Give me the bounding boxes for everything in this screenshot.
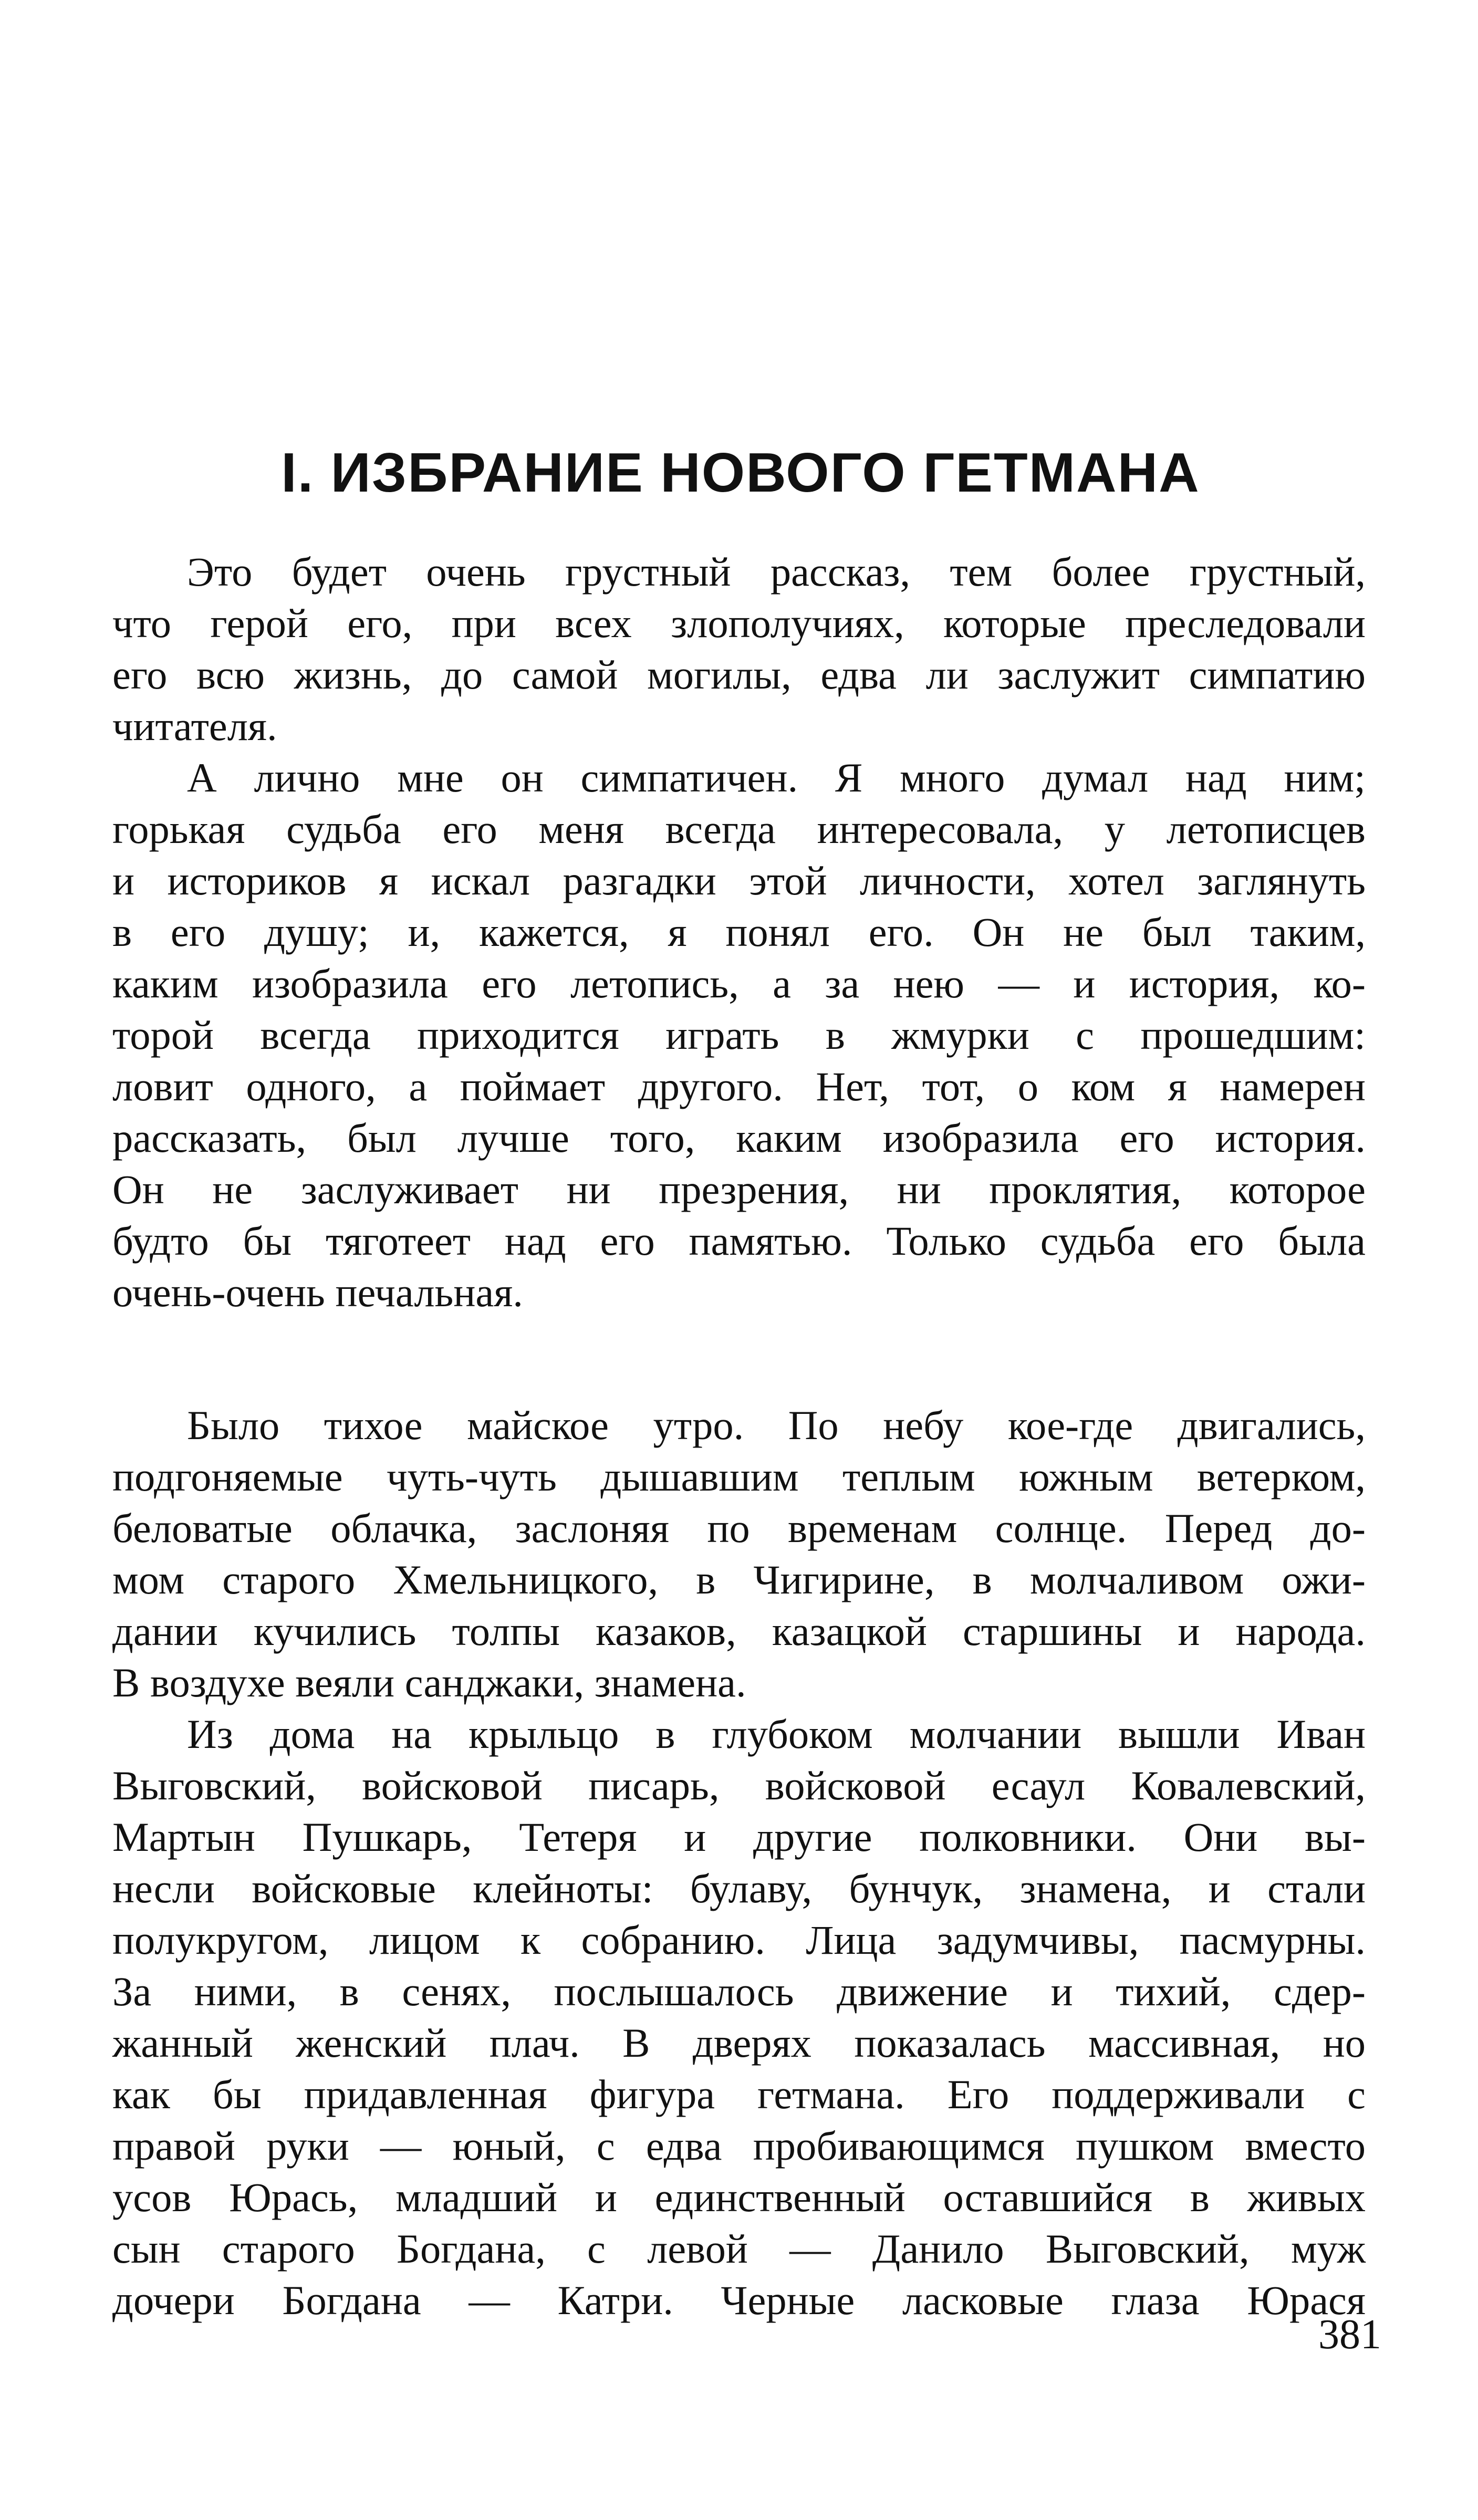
text-line: правой руки — юный, с едва пробивающимся пушком вместо [112,2123,1366,2169]
text-line: ловит одного, а поймает другого. Нет, тот, о ком я намерен [112,1064,1366,1109]
text-line: мом старого Хмельницкого, в Чигирине, в молчаливом ожи- [112,1557,1366,1602]
text-line: Из дома на крыльцо в глубоком молчании вышли Иван [187,1711,1366,1757]
text-line: За ними, в сенях, послышалось движение и тихий, сдер- [112,1969,1366,2014]
text-line: подгоняемые чуть-чуть дышавшим теплым южным ветерком, [112,1454,1366,1499]
text-line: что герой его, при всех злополучиях, которые преследовали [112,600,1366,646]
text-line: будто бы тяготеет над его памятью. Только судьба его была [112,1218,1366,1264]
text-line: Мартын Пушкарь, Тетеря и другие полковники. Они вы- [112,1814,1366,1860]
text-line: читателя. [112,703,277,749]
intro-text [112,546,1366,1318]
text-line: сын старого Богдана, с левой — Данило Выговский, муж [112,2226,1366,2272]
text-line: горькая судьба его меня всегда интересовала, у летописцев [112,806,1366,852]
story-text [112,1400,1366,2326]
text-line: как бы придавленная фигура гетмана. Его поддерживали с [112,2071,1366,2117]
text-line: в его душу; и, кажется, я понял его. Он не был таким, [112,909,1366,955]
text-line: усов Юрась, младший и единственный оставшийся в живых [112,2174,1366,2220]
text-line: рассказать, был лучше того, каким изобразила его история. [112,1115,1366,1161]
text-line: несли войсковые клейноты: булаву, бунчук, знамена, и стали [112,1866,1366,1911]
text-line: А лично мне он симпатичен. Я много думал над ним; [187,755,1366,800]
text-line: дочери Богдана — Катри. Черные ласковые глаза Юрася [112,2277,1366,2323]
text-line: дании кучились толпы казаков, казацкой старшины и народа. [112,1608,1366,1654]
text-line: жанный женский плач. В дверях показалась массивная, но [112,2020,1366,2066]
text-line: его всю жизнь, до самой могилы, едва ли заслужит симпатию [112,652,1366,697]
page-number: 381 [1318,2311,1381,2358]
text-line: беловатые облачка, заслоняя по временам солнце. Перед до- [112,1505,1366,1551]
text-line: очень-очень печальная. [112,1269,523,1315]
text-line: Он не заслуживает ни презрения, ни проклятия, которое [112,1167,1366,1212]
text-line: Было тихое майское утро. По небу кое-где двигались, [187,1402,1366,1448]
text-line: В воздухе веяли санджаки, знамена. [112,1660,746,1705]
text-line: полукругом, лицом к собранию. Лица задумчивы, пасмурны. [112,1917,1366,1963]
text-line: Это будет очень грустный рассказ, тем более грустный, [187,549,1366,595]
text-line: каким изобразила его летопись, а за нею — и история, ко- [112,961,1366,1006]
chapter-title: I. ИЗБРАНИЕ НОВОГО ГЕТМАНА [281,442,1200,504]
text-line: Выговский, войсковой писарь, войсковой есаул Ковалевский, [112,1763,1366,1808]
text-line: и историков я искал разгадки этой личности, хотел заглянуть [112,858,1366,903]
text-line: торой всегда приходится играть в жмурки с прошедшим: [112,1012,1366,1058]
